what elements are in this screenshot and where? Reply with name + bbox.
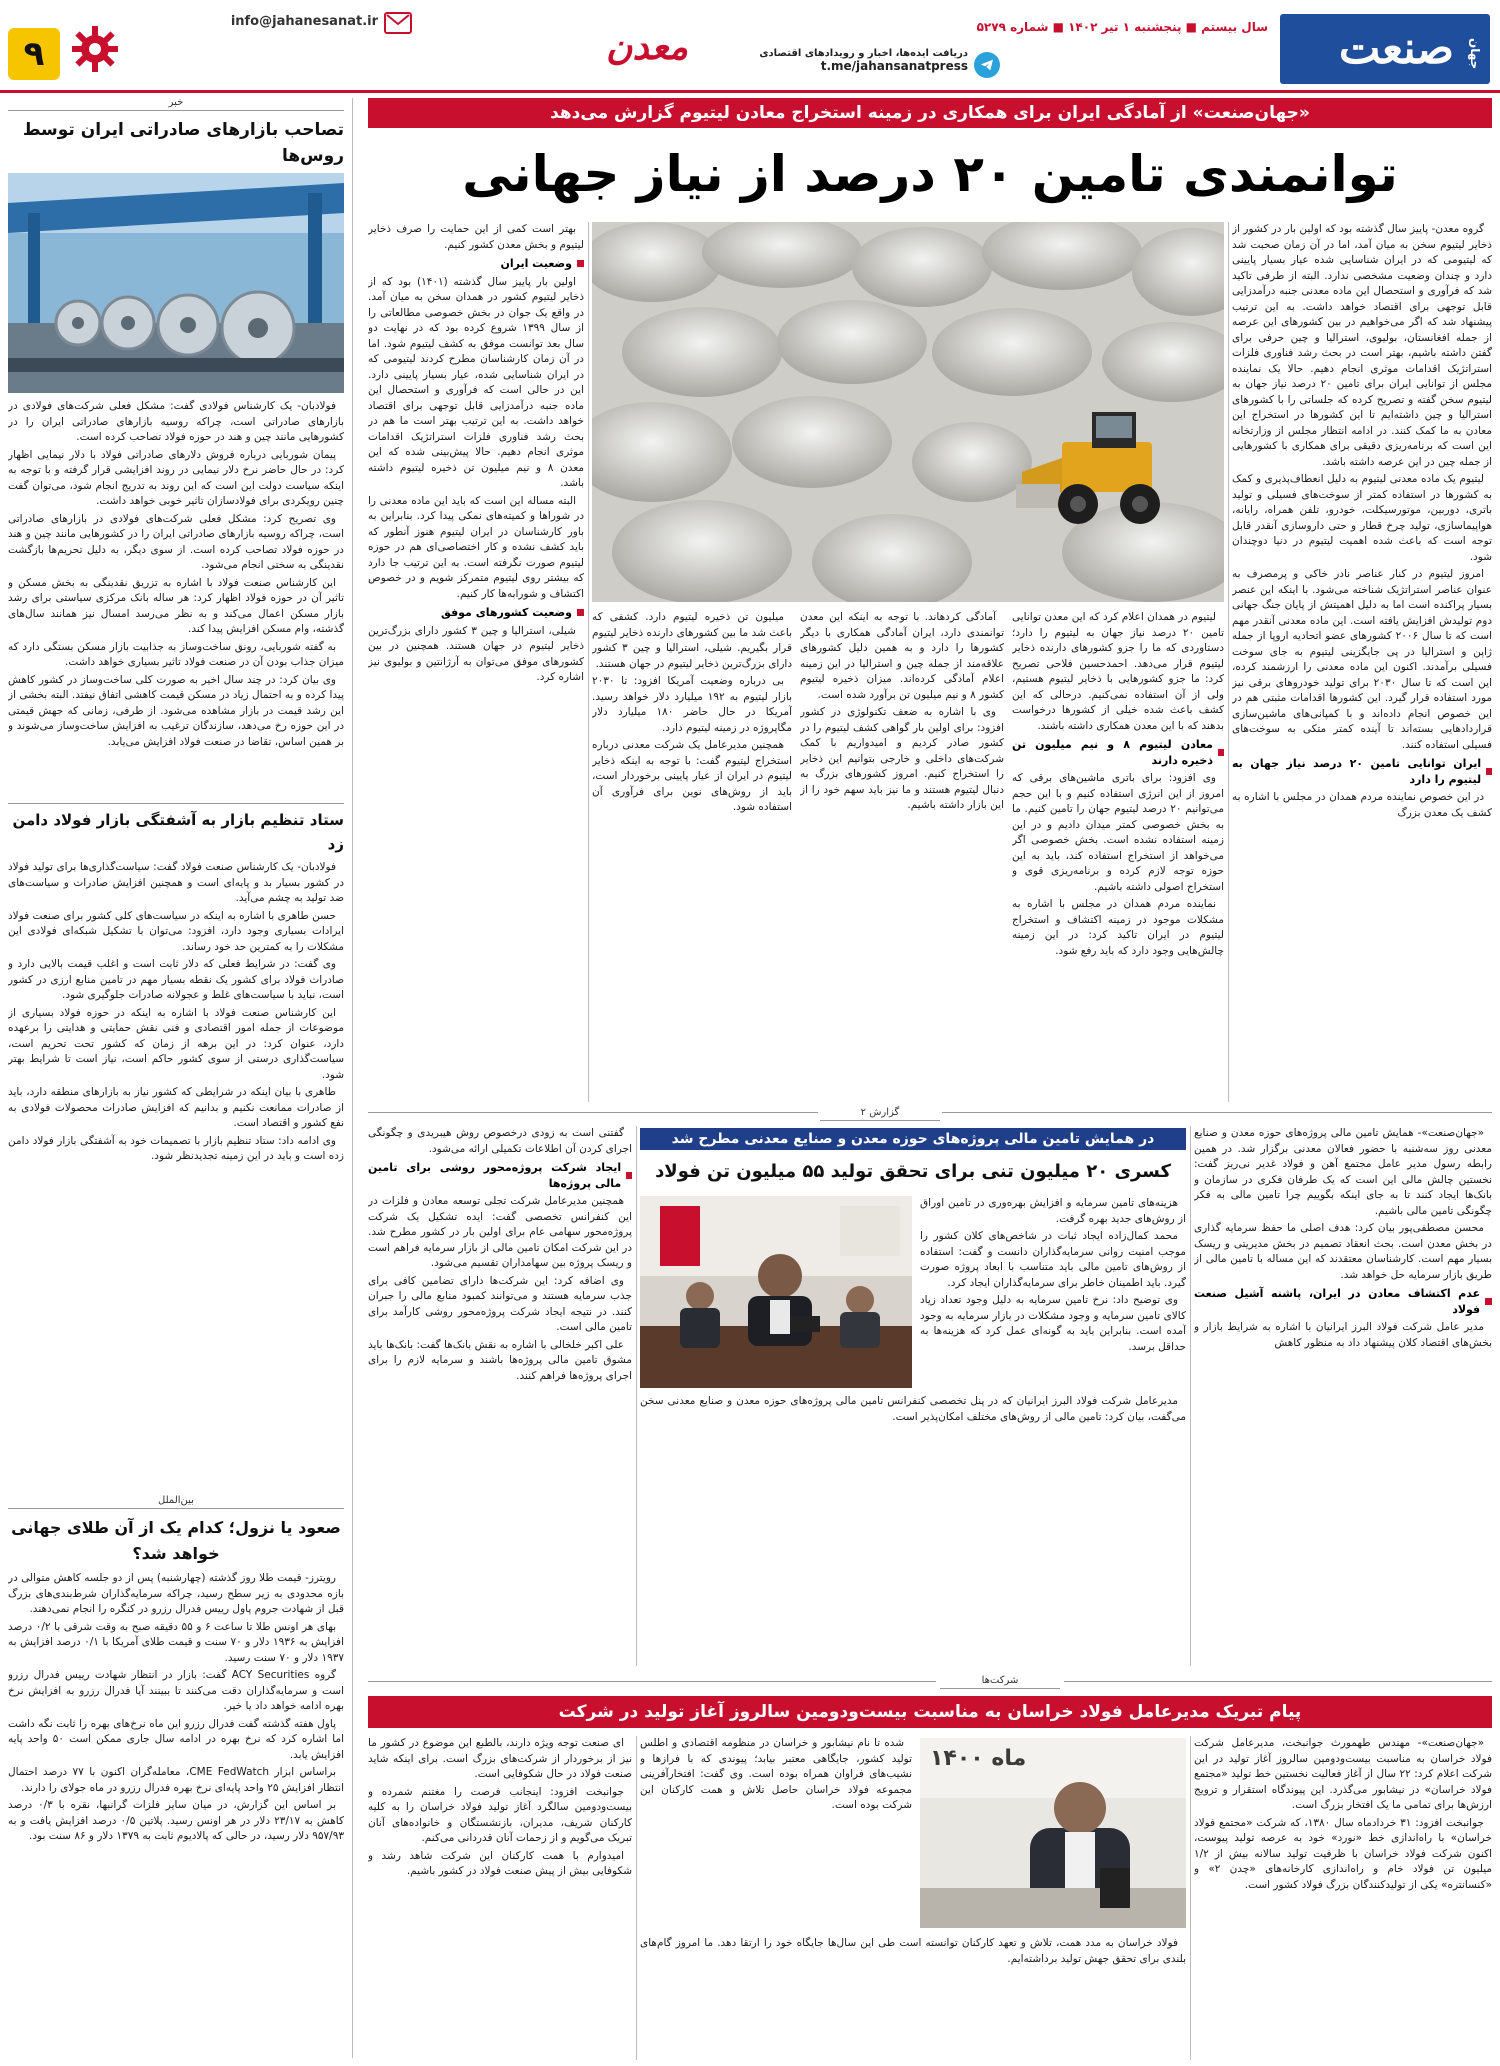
telegram-block[interactable] <box>759 48 1000 84</box>
article3-top-divider-2 <box>1064 1681 1492 1682</box>
article3-column-2-bottom: فولاد خراسان به مدد همت، تلاش و تعهد کارکنان توانسته است طی این سال‌ها جایگاه خود را ارتقا دهد. ما امروز گام‌های بلندی برای تحقق جهش تولید برداشته‌ایم. <box>640 1937 1186 1965</box>
article2-headline: کسری ۲۰ میلیون تنی برای تحقق تولید ۵۵ میلیون تن فولاد <box>655 1161 1171 1182</box>
main-headline: توانمندی تامین ۲۰ درصد از نیاز جهانی <box>462 145 1398 203</box>
article2-column-2-top: هزینه‌های تامین سرمایه و افزایش بهره‌وری در تامین اوراق از روش‌های جدید بهره گرفت. محمد کمال‌زاده ایجاد ثبات در شاخص‌های کلان کشور را موجب امنیت روانی سرمایه‌گذاران دانست و گفت: استفاده از روش‌های تامین مالی باید متناسب با ابعاد پروژه صورت گیرد. باید اطمینان خاطر برای سرمایه‌گذاران ایجاد کرد. وی توضیح داد: نرخ تامین سرمایه به دلیل وجود تعداد زیاد کالای تامین سرمایه و وجود مشکلات در بازار سرمایه به وجود آمده است. بنابراین باید به گونه‌ای عمل کرد که هزینه‌ها به حداقل برسد. <box>920 1197 1186 1353</box>
subheading-iran-capability: ایران توانایی تامین ۲۰ درصد نیاز جهان به لیتیوم را دارد <box>1232 756 1492 787</box>
sidebar-label-international: بین‌الملل <box>8 1494 344 1509</box>
column-rule-5 <box>1190 1736 1191 2060</box>
sidebar-photo-steel-coils <box>8 173 344 393</box>
page-number <box>8 28 60 80</box>
article3-photo-text: ماه ۱۴۰۰ <box>930 1746 1027 1771</box>
gear-icon <box>70 24 120 74</box>
subheading-projects: ایجاد شرکت پروژه‌محور روشی برای تامین مالی پروژه‌ها <box>368 1160 632 1191</box>
column-rule-3 <box>1190 1126 1191 1666</box>
article2-kicker: در همایش تامین مالی پروژه‌های حوزه معدن و صنایع معدنی مطرح شد <box>640 1128 1186 1150</box>
telegram-icon <box>974 52 1000 78</box>
brand-logo-text: صنعت <box>1338 23 1454 74</box>
sidebar-article-2-body: فولادبان- یک کارشناس صنعت فولاد گفت: سیاست‌گذاری‌ها برای تولید فولاد در کشور بسیار بد و پایه‌ای است و همچنین افزایش صادرات و سیاست‌های ضد تولید به چشم می‌آید. حسن طاهری با اشاره به اینکه در سیاست‌های کلی کشور برای صنعت فولاد ایرادات بسیاری وجود دارد، افزود: می‌توان با تشکیل شبکه‌ای فولادی این مشکلات را به کمترین حد خود رساند. وی گفت: در شرایط فعلی که دلار ثابت است و اغلب قیمت بالایی دارد و صادرات فولاد برای کشور یک نقطه بسیار مهم در تامین منابع ارزی در کشور است، نباید با سیاست‌های غلط و عجولانه صادرات جلوگیری شود. این کارشناس صنعت فولاد با اشاره به اینکه در حوزه فولاد بسیاری از موضوعات از جمله امور اقتصادی و فنی نقش حمایتی و هدایتی را برعهده دارد، عنوان کرد: در این برهه از زمان که کشور تحت تحریم است، سیاست‌گذاری درستی از سوی کشور حاکم است، نیاز است تا شرایط بهتر شود. طاهری با بیان اینکه در شرایطی که کشور نیاز به بازارهای منطقه دارد، باید از صادرات ممانعت نکنیم و بدانیم که افزایش صادرات محصولات فولادی به نفع کشور و اقتصاد است. وی ادامه داد: ستاد تنظیم بازار با تصمیمات خود به آشفتگی بازار فولاد دامن زده است و باید در این زمینه تجدیدنظر شود. <box>8 861 344 1162</box>
article3-column-3: ای صنعت توجه ویژه دارند، بالطبع این موضوع در کشور ما نیز از برخوردار از شرکت‌های بزرگ است. برای اینکه شاید صنعت فولاد در حال شکوفایی است. جوانبخت افزود: اینجانب فرصت را مغتنم شمرده و بیست‌ودومین سالگرد آغاز تولید فولاد خراسان را به کلیه کارکنان شریف، مدیران، بازنشستگان و خانواده‌های آنان تبریک می‌گویم و از زحمات آنان قدردانی می‌کنم. امیدوارم با همت کارکنان این شرکت شاهد رشد و شکوفایی بیش از پیش صنعت فولاد در کشور باشیم. <box>368 1737 632 1877</box>
article3-headline: پیام تبریک مدیرعامل فولاد خراسان به مناسبت بیست‌ودومین سالروز آغاز تولید در شرکت <box>368 1696 1492 1728</box>
email-block[interactable] <box>142 12 412 42</box>
header-divider <box>0 90 1500 93</box>
main-kicker: «جهان‌صنعت» از آمادگی ایران برای همکاری در زمینه استخراج معادن لیتیوم گزارش می‌دهد <box>368 98 1492 128</box>
main-column-5: بهتر است کمی از این حمایت را صرف ذخایر لیتیوم و بخش معدن کشور کنیم. وضعیت ایران اولین بار پاییز سال گذشته (۱۴۰۱) بود که از ذخایر لیتیوم کشور در همدان سخن به میان آمد. در واقع یک جوان در بخش خصوصی مطالعاتی را از سال ۱۳۹۹ شروع کرده بود که در نهایت دو سال بعد توانست موفق به کشف لیتیوم شود. اما در آن زمان کارشناسان مطرح کردند لیتیومی که در ایران شناسایی شده، عیار بسیار پایینی دارد. این در حالی است که فرآوری و استحصال این ماده جنبه درآمدزایی قابل توجهی برای اقتصاد خواهد داشت. به این ترتیب بهتر است ما هم در بحث رشد فناوری فلزات استراتژیک اقدامات موثری انجام دهیم. حالا پیش‌بینی شده که این معدن ۸ و نیم میلیون تن ذخیره لیتیوم داشته باشد. البته مساله این است که باید این ماده معدنی را در شوراها و کمیته‌های نمکی پیدا کرد. بنابراین به باور کارشناسان در ایران لیتیوم هنوز آنطور که باید کشف نشده و کار اختصاصی‌ای هم در حوزه لیتیوم صورت نگرفته است. به این ترتیب جا دارد که بیشتر روی لیتیوم متمرکز شویم و در خصوص اکتشاف و شورابه‌ها کار کنیم. وضعیت کشورهای موفق شیلی، استرالیا و چین ۳ کشور دارای بزرگ‌ترین ذخایر لیتیوم در جهان هستند. همچنین در بین کشورهای موفق می‌توان به آرژانتین و بولیوی نیز اشاره کرد. <box>368 223 584 683</box>
article3-column-1: «جهان‌صنعت»- مهندس طهمورث جوانبخت، مدیرعامل شرکت فولاد خراسان به مناسبت بیست‌ودومین سالروز آغاز تولید در این شرکت اعلام کرد: ۲۲ سال از آغاز فعالیت نخستین خط تولید «مجتمع فولاد خراسان» در نیشابور می‌گذرد. این پیوندگاه استقرار و ترویج ارزش‌ها برای تمامی ما یک افتخار بزرگ است. جوانبخت افزود: ۳۱ خردادماه سال ۱۳۸۰، که شرکت «مجتمع فولاد خراسان» با راه‌اندازی خط «نورد» خود به عرصه تولید پیوست، اکنون شرکت فولاد خراسان با ظرفیت تولید سالانه بیش از ۱/۲ میلیون تن فولاد خام و راه‌اندازی کارخانه‌های «چدن ۲» و «کنسانتره» یکی از تولیدکنندگان بزرگ فولاد کشور است. <box>1194 1737 1492 1891</box>
sidebar-separator-1 <box>8 803 344 804</box>
column-rule-4 <box>636 1126 637 1666</box>
report-label: گزارش ۲ <box>820 1106 940 1121</box>
sidebar-headline-3: صعود یا نزول؛ کدام یک از آن طلای جهانی خواهد شد؟ <box>11 1518 341 1563</box>
subheading-successful-countries: وضعیت کشورهای موفق <box>368 605 584 621</box>
main-column-1: گروه معدن- پاییز سال گذشته بود که اولین بار در کشور از ذخایر لیتیوم سخن به میان آمد، اما در آن زمان صحبت شد که لیتیومی که در ایران شناسایی شده عیار بسیار پایینی دارد و چندان وضعیت مشخصی ندارد. البته از طرفی تاکید شد که فرآوری و استحصال این ماده معدنی جنبه درآمدزایی قابل توجهی برای اقتصاد خواهد داشت. به این ترتیب پیشنهاد شد که اگر می‌خواهیم در بین کشورهای این عرصه از جمله افغانستان، بولیوی، استرالیا و چین حرفی برای گفتن داشته باشیم، بهتر است در بحث رشد فناوری فلزات استراتژیک اقدامات موثری انجام دهیم. حالا یک نماینده مجلس از توانایی ایران برای تامین ۲۰ درصد نیاز جهان به لیتیوم سخن گفته و تصریح کرده که جلساتی را با کشورهای استرالیا و چین داشته‌ایم تا این کشورها در استخراج این معادن به ما کمک کنند. در ادامه انتظار مجلس از وزارتخانه این است که برنامه‌ریزی دقیقی برای همکاری با کشورهایی از جمله چین در این عرصه داشته باشد. لیتیوم یک ماده معدنی لیتیوم به دلیل انعطاف‌پذیری و کمک به کشورها در استفاده کمتر از سوخت‌های فسیلی و تولید باتری، دوربین، موتورسیکلت، خودرو، تلفن همراه، رایانه، هواپیماسازی، تولید چرخ قطار و حتی داروسازی آنقدر قابل توجه است که باعث شده اهمیت لیتیوم در دنیا دوچندان شود. امروز لیتیوم در کنار عناصر نادر خاکی و پرمصرف به عنوان عناصر استراتژیک شناخته می‌شود. با اینکه این عنصر بسیار پراکنده است اما به دلیل اهمیتش از پایان جنگ جهانی دوم تولیدش افزایش یافته است. این ماده معدنی آنقدر مهم است که تا سال ۲۰۰۶ کشورهای عضو اتحادیه اروپا از جمله ژاپن و استرالیا در پی جایگزینی لیتیوم به جای سوخت فسیلی برآمدند. اکنون این ماده معدنی را ارزشمند کرده، این است که تا سال ۲۰۳۰ برای تولید خودروهای برقی نیز مورد استفاده قرار گیرد. این کشورها اقدامات مثبتی هم در این خصوص انجام داده‌اند و با کمپانی‌های ماشین‌سازی قراردادهایی بسته‌اند تا آینده کمتر متکی به سوخت‌های فسیلی استفاده کنند. ایران توانایی تامین ۲۰ درصد نیاز جهان به لیتیوم را دارد در این خصوص نماینده مردم همدان در مجلس با اشاره به کشف یک معدن بزرگ <box>1232 223 1492 819</box>
sidebar-headline-2: ستاد تنظیم بازار به آشفتگی بازار فولاد دامن زد <box>12 811 344 853</box>
article2-column-1: «جهان‌صنعت»- همایش تامین مالی پروژه‌های حوزه معدن و صنایع معدنی روز سه‌شنبه با حضور فعالان معدنی برگزار شد. در همین رابطه رسول مدیر عامل مجتمع آهن و فولاد غدیر نی‌ریز گفت: نخستین چالش مالی این است که یک طرفان فکری در سازمان و بانک‌ها ایجاد کنند تا به جای اینکه بگوییم چرا تامین مالی به فکر چگونگی تامین مالی باشیم. محسن مصطفی‌پور بیان کرد: هدف اصلی ما حفظ سرمایه گذاری در بخش معدن است. بحث انعقاد تصمیم در بخش مدیریتی و ریسک بسیار مهم است. کارشناسان معتقدند که این مساله با تامین مالی از طریق بازار سرمایه حل خواهد شد. عدم اکتشاف معادن در ایران، پاشنه آشیل صنعت فولاد مدیر عامل شرکت فولاد البرز ایرانیان با اشاره به شرایط بازار و بخش‌های اقتصاد کلان پیشنهاد داد به منظور کاهش <box>1194 1127 1492 1349</box>
article2-photo-conference <box>640 1196 912 1388</box>
column-rule-2 <box>588 222 589 1102</box>
brand-logo[interactable] <box>1280 14 1490 84</box>
telegram-link[interactable]: t.me/jahansanatpress <box>820 59 968 73</box>
main-bottom-divider <box>368 1112 818 1113</box>
issue-info: سال بیستم ■ پنجشنبه ۱ تیر ۱۴۰۲ ■ شماره ۵۲۷۹ <box>976 20 1268 34</box>
article2-column-2-bottom: مدیرعامل شرکت فولاد البرز ایرانیان که در پنل تخصصی کنفرانس تامین مالی پروژه‌های حوزه معدن و صنایع معدنی سخن می‌گفت، بیان کرد: تامین مالی از روش‌های مختلف امکان‌پذیر است. <box>640 1395 1186 1423</box>
main-bottom-divider-2 <box>942 1112 1492 1113</box>
article3-section-label: شرکت‌ها <box>940 1674 1060 1689</box>
subheading-iran-status: وضعیت ایران <box>368 256 584 272</box>
main-column-2: لیتیوم در همدان اعلام کرد که این معدن توانایی تامین ۲۰ درصد نیاز جهان به لیتیوم را دارد؛ دستاوردی که ما را جزو کشورهای دارنده ذخایر لیتیوم قرار می‌دهد. احمدحسین فلاحی تصریح کرد: ما جزو کشورهایی با ذخایر لیتیوم هستیم، ولی از آن استفاده نمی‌کنیم. درحالی که این کشف باعث شده خیلی از کشورها درخواست بدهند که با این معدن همکاری داشته باشند. معادن لیتیوم ۸ و نیم میلیون تن ذخیره دارند وی افزود: برای باتری ماشین‌های برقی که امروز از این انرژی استفاده کنیم و با این حجم می‌توانیم ۲۰ درصد لیتیوم جهان را تامین کنیم. ما به بخش خصوصی کمتر میدان دادیم و در این زمینه استفاده نشده است. بخش خصوصی اگر می‌خواهد از استخراج استفاده کند، باید به این حوزه توجه لازم کرده و برنامه‌ریزی قوی و استخراج اصولی داشته باشیم. نماینده مردم همدان در مجلس با اشاره به مشکلات موجود در زمینه اکتشاف و استخراج لیتیوم در ایران تاکید کرد: در این زمینه چالش‌هایی وجود دارد که باید رفع شود. <box>1012 611 1224 957</box>
main-photo-lithium-mine <box>592 222 1224 602</box>
main-column-3: آمادگی کردهاند. با توجه به اینکه این معدن توانمندی دارد، ایران آمادگی همکاری با دیگر کشورها را دارد و به همین دلیل کشورهای علاقه‌مند از جمله چین و استرالیا در این زمینه اعلام آمادگی کرده‌اند. میزان ذخیره لیتیوم کشور ۸ و نیم میلیون تن برآورد شده است. وی با اشاره به ضعف تکنولوژی در کشور افزود: برای اولین بار گواهی کشف لیتیوم را در کشور صادر کردیم و امیدواریم با کمک شرکت‌های داخلی و خارجی بتوانیم این ذخایر را استخراج کنیم. امروز کشورهای بزرگ به دنبال لیتیوم هستند و ما نیز باید سهم خود را از این بازار داشته باشیم. <box>800 611 1004 811</box>
brand-logo-small: جهان <box>1468 38 1482 70</box>
email-text[interactable]: info@jahanesanat.ir <box>230 14 378 29</box>
sidebar-article-1-body: فولادبان- یک کارشناس فولادی گفت: مشکل فعلی شرکت‌های فولادی در بازارهای صادراتی است، چراکه روسیه بازارهای صادراتی ایران را در کشورهایی مانند چین و هند در حوزه فولاد تصاحب کرده است. پیمان شوربایی درباره فروش دلارهای صادراتی فولاد با دلار نیمایی اظهار کرد: در حال حاضر نرخ دلار نیمایی در روند افزایشی قرار گرفته و با توجه به اینکه سیاست دولت این است که این روند به تدریج انجام شود، می‌توان گفت چنین رویکردی برای فولادسازان تاثیر خوبی خواهد داشت. وی تصریح کرد: مشکل فعلی شرکت‌های فولادی در بازارهای صادراتی است، چراکه روسیه بازارهای صادراتی ایران را در کشورهایی مانند چین و هند در حوزه فولاد تصاحب کرده است. از سوی دیگر، به دلیل تحریم‌ها بازگشت نقدینگی به سختی انجام می‌شود. این کارشناس صنعت فولاد با اشاره به تزریق نقدینگی به بخش مسکن و تاثیر آن در حوزه فولاد اظهار کرد: هر ساله بانک مرکزی سیاستی برای رشد بازار مسکن اعمال می‌کند و به نظر می‌رسد امسال نیز همانند سال‌های گذشته، وام مسکن افزایش پیدا کند. به گفته شوربایی، رونق ساخت‌وساز به جذابیت بازار مسکن بستگی دارد که میزان جذاب بودن آن در صنعت فولاد تاثیر بسیاری خواهد داشت. وی بیان کرد: در چند سال اخیر به صورت کلی ساخت‌وساز در کشور کاهش پیدا کرده و به احتمال زیاد در مسکن قیمت کاهشی اتفاق نیفتد. البته بخشی از این رشد قیمت در بازار مشاهده می‌شود. از طرفی، زمانی که جهش قیمتی در این حوزه رخ می‌دهد، سازندگان ترغیب به افزایش ساخت‌وساز می‌شوند و بر همین اساس، تقاضا در صنعت فولاد افزایش می‌یابد. <box>8 400 344 748</box>
telegram-text: دریافت ایده‌ها، اخبار و رویدادهای اقتصادی <box>759 48 968 59</box>
sidebar-divider <box>352 98 353 2058</box>
article3-top-divider <box>368 1681 936 1682</box>
sidebar-article-3-body: رویترز- قیمت طلا روز گذشته (چهارشنبه) پس از دو جلسه کاهش متوالی در بازه محدودی به زیر سطح رسید، چراکه سرمایه‌گذاران شرط‌بندی‌های بزرگ قبل از شهادت جروم پاول رییس فدرال رزرو در کنگره را انجام نمی‌دهند. بهای هر اونس طلا تا ساعت ۶ و ۵۵ دقیقه صبح به وقت شرقی با ۰/۲ درصد افزایش به ۱۹۳۶ دلار و ۷۰ سنت و قیمت طلای آمریکا با ۰/۱ درصد افزایش به ۱۹۳۷ دلار و ۷۰ سنت رسید. گروه ACY Securities گفت: بازار در انتظار شهادت رییس فدرال رزرو است و سرمایه‌گذاران دقت می‌کنند تا ببینند آیا فدرال رزرو به افزایش نرخ بهره ادامه خواهد داد یا خیر. پاول هفته گذشته گفت فدرال رزرو این ماه نرخ‌های بهره را ثابت نگه داشت اما اشاره کرد که نرخ بهره در ادامه سال جاری ممکن است ۵۰ واحد پایه افزایش یابد. براساس ابزار CME FedWatch، معامله‌گران اکنون با ۷۷ درصد احتمال انتظار افزایش ۲۵ واحد پایه‌ای نرخ بهره فدرال رزرو در ماه جولای را دارند. بر اساس این گزارش، در میان سایر فلزات گرانبها، نقره با ۰/۳ درصد کاهش به ۲۳/۱۷ دلار در هر اونس رسید. پلاتین ۰/۵ درصد افزایش یافت و به ۹۵۷/۹۳ دلار رسید، در حالی که پالادیوم ثابت به ۱۳۷۹ دلار و ۸۶ سنت بود. <box>8 1572 344 1842</box>
mail-icon <box>384 12 412 34</box>
page-number-text: ۹ <box>23 34 45 74</box>
sidebar-headline-1: تصاحب بازارهای صادراتی ایران توسط روس‌ها <box>22 120 344 166</box>
article2-column-3: گفتنی است به زودی درخصوص روش هیبریدی و چگونگی اجرای کردن آن اطلاعات تکمیلی ارائه می‌شود. ایجاد شرکت پروژه‌محور روشی برای تامین مالی پروژه‌ها همچنین مدیرعامل شرکت تجلی توسعه معادن و فلزات در این کنفرانس تخصصی گفت: ایده تشکیل یک شرکت پروژه‌محور سهامی عام برای اولین بار در کشور مطرح شد. در این شرکت امکان تامین مالی از بازار سرمایه فراهم است و ریسک پروژه بین سهامداران تقسیم می‌شود. وی اضافه کرد: این شرکت‌ها دارای تضامین کافی برای جذب سرمایه هستند و می‌توانند کمبود منابع مالی را جبران کنند. در نتیجه ایجاد شرکت پروژه‌محور روشی کارآمد برای تامین مالی است. علی اکبر خلخالی با اشاره به نقش بانک‌ها گفت: بانک‌ها باید مشوق تامین مالی پروژه‌ها باشند و سرمایه لازم را برای اجرای پروژه‌ها فراهم کنند. <box>368 1127 632 1382</box>
column-rule-6 <box>636 1736 637 2060</box>
section-title: معدن <box>606 26 688 68</box>
sidebar <box>8 96 344 2060</box>
subheading-8-5-million: معادن لیتیوم ۸ و نیم میلیون تن ذخیره دارند <box>1012 737 1224 768</box>
article3-photo-ceo <box>920 1738 1186 1928</box>
column-rule-1 <box>1228 222 1229 1102</box>
subheading-record: عدم اکتشاف معادن در ایران، پاشنه آشیل صنعت فولاد <box>1194 1286 1492 1317</box>
article3-column-2-top: شده تا نام نیشابور و خراسان در منظومه اقتصادی و اطلس تولید کشور، جایگاهی معتبر بیابد؛ پیوندی که با فرازها و نشیب‌های فراوان همراه بوده است. وی گفت: افتخارآفرینی مجموعه فولاد خراسان حاصل تلاش و همت کارکنان این شرکت بوده است. <box>640 1737 912 1811</box>
sidebar-label-news: خبر <box>8 96 344 111</box>
main-column-4: میلیون تن ذخیره لیتیوم دارد. کشفی که باعث شد ما بین کشورهای دارنده ذخایر لیتیوم قرار بگیریم. شیلی، استرالیا و چین ۳ کشور دارای بزرگ‌ترین ذخایر لیتیوم در جهان هستند. بی درباره وضعیت آمریکا افزود: تا ۲۰۳۰ بازار لیتیوم به ۱۹۲ میلیارد دلار خواهد رسید. آمریکا در حال حاضر ۱۸۰ میلیارد دلار مگاپروژه در زمینه لیتیوم دارد. همچنین مدیرعامل یک شرکت معدنی درباره استخراج لیتیوم گفت: با توجه به اینکه ذخایر لیتیوم در ایران از عیار پایینی برخوردار است، باید از روش‌های نوین برای فرآوری آن استفاده شود. <box>592 611 792 813</box>
masthead <box>0 0 1500 98</box>
